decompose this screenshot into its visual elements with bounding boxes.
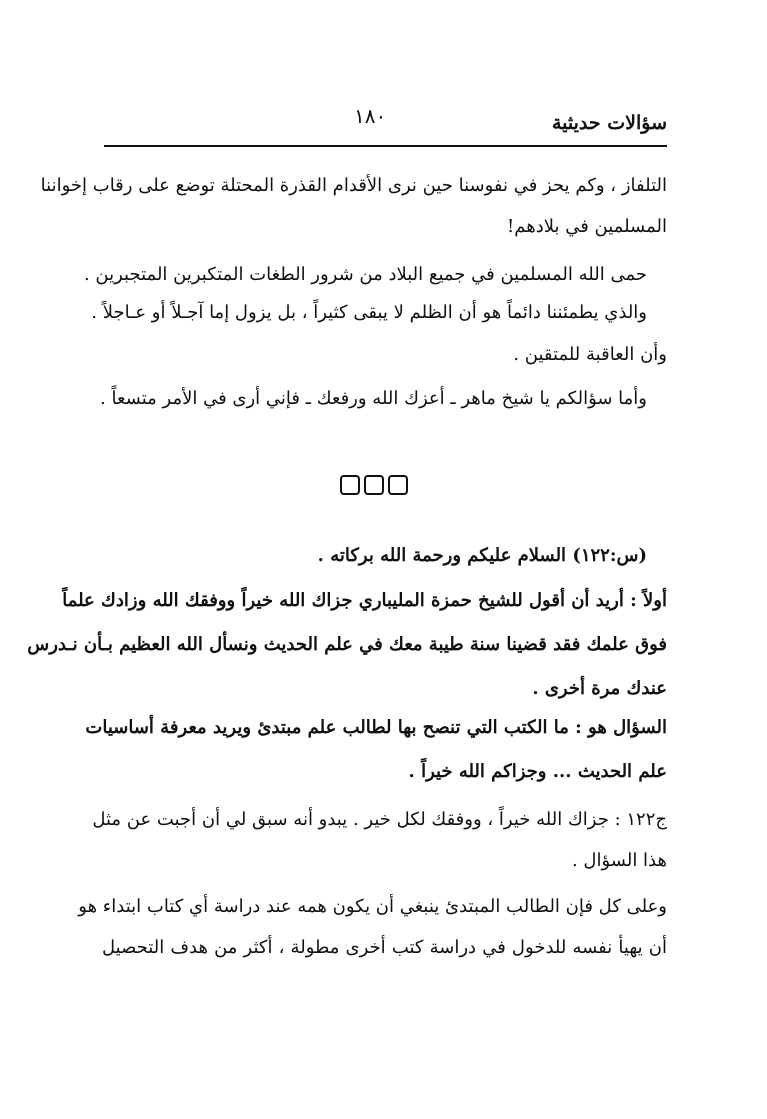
question-line: علم الحديث ... وجزاكم الله خيراً . xyxy=(408,761,667,782)
text-line: حمى الله المسلمين في جميع البلاد من شرور الطغات المتكبرين المتجبرين . xyxy=(83,264,647,285)
answer-line: ج١٢٢ : جزاك الله خيراً ، ووفقك لكل خير . يبدو أنه سبق لي أن أجبت عن مثل xyxy=(92,809,667,830)
section-separator xyxy=(340,475,430,497)
question-line: فوق علمك فقد قضينا سنة طيبة معك في علم الحديث ونسأل الله العظيم بـأن نـدرس xyxy=(27,634,667,655)
separator-square xyxy=(364,475,384,495)
separator-square xyxy=(388,475,408,495)
page-header xyxy=(104,104,667,142)
answer-line: أن يهيأ نفسه للدخول في دراسة كتب أخرى مطولة ، أكثر من هدف التحصيل xyxy=(102,937,667,958)
header-divider xyxy=(104,145,667,147)
question-line: السؤال هو : ما الكتب التي تنصح بها لطالب علم مبتدئ ويريد معرفة أساسيات xyxy=(85,717,667,738)
running-title: سؤالات حديثية xyxy=(551,112,667,134)
answer-line: هذا السؤال . xyxy=(571,850,667,871)
question-line: أولاً : أريد أن أقول للشيخ حمزة المليباري جزاك الله خيراً ووفقك الله وزادك علماً xyxy=(62,590,667,611)
text-line: وأن العاقبة للمتقين . xyxy=(513,344,667,365)
question-line: عندك مرة أخرى . xyxy=(532,678,667,699)
answer-line: وعلى كل فإن الطالب المبتدئ ينبغي أن يكون همه عند دراسة أي كتاب ابتداء هو xyxy=(78,896,667,917)
text-line: المسلمين في بلادهم! xyxy=(507,216,667,237)
text-line: التلفاز ، وكم يحز في نفوسنا حين نرى الأقدام القذرة المحتلة توضع على رقاب إخواننا xyxy=(40,175,667,196)
separator-square xyxy=(340,475,360,495)
text-line: وأما سؤالكم يا شيخ ماهر ـ أعزك الله ورفعك ـ فإني أرى في الأمر متسعاً . xyxy=(100,388,647,409)
question-heading: (س:١٢٢) السلام عليكم ورحمة الله بركاته . xyxy=(317,545,647,566)
text-line: والذي يطمئننا دائماً هو أن الظلم لا يبقى كثيراً ، بل يزول إما آجـلاً أو عـاجلاً . xyxy=(91,302,647,323)
page-number: ١٨٠ xyxy=(354,104,387,128)
